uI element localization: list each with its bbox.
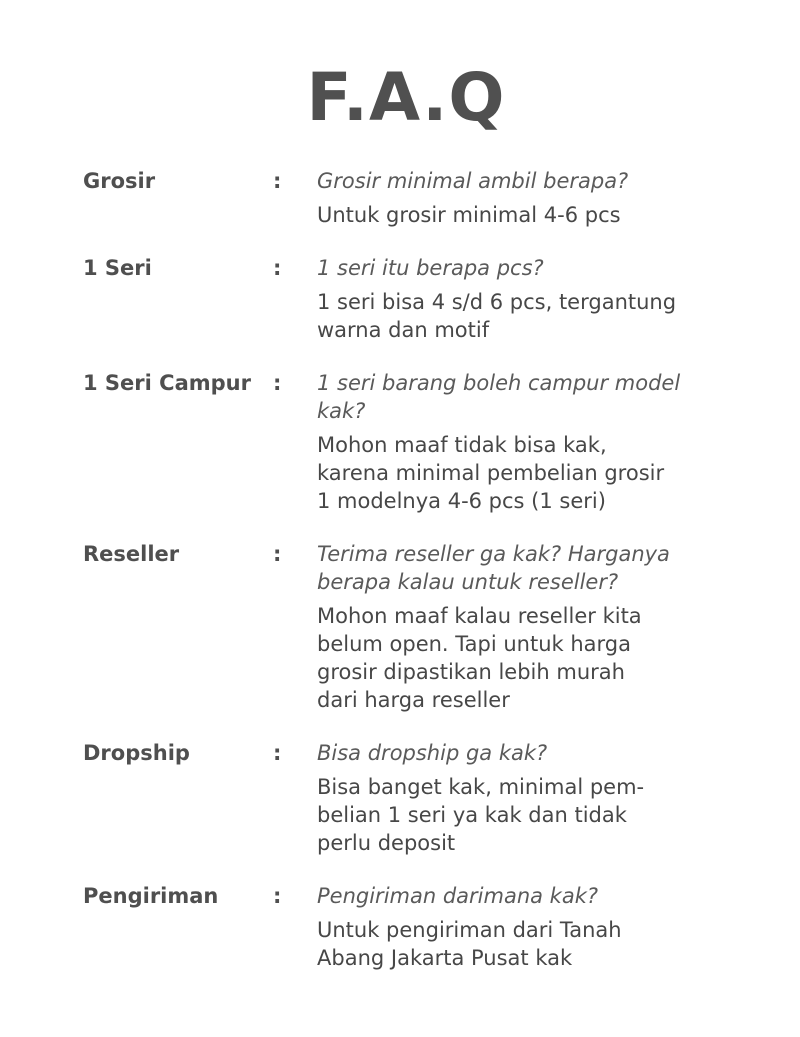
faq-item-reseller [83,540,763,714]
question-line: Grosir minimal ambil berapa? [317,169,629,193]
faq-question [317,739,717,767]
separator-colon: : [273,371,282,395]
answer-line: perlu deposit [317,831,456,855]
answer-line: grosir dipastikan lebih murah [317,660,625,684]
answer-line: belum open. Tapi untuk harga [317,632,631,656]
faq-content [317,540,717,714]
answer-line: Mohon maaf kalau reseller kita [317,604,642,628]
separator-colon: : [273,256,282,280]
faq-answer [317,201,717,229]
answer-line: dari harga reseller [317,688,510,712]
question-line: 1 seri barang boleh campur model [317,371,681,395]
question-line: Terima reseller ga kak? Harganya [317,542,670,566]
answer-line: Untuk pengiriman dari Tanah [317,918,622,942]
faq-item-1-seri-campur [83,369,763,515]
separator-colon: : [273,169,282,193]
question-line: Pengiriman darimana kak? [317,884,599,908]
answer-line: karena minimal pembelian grosir [317,461,665,485]
faq-label: 1 Seri [83,256,152,280]
faq-answer [317,916,717,972]
faq-label: Reseller [83,542,180,566]
faq-label: Pengiriman [83,884,219,908]
question-line: Bisa dropship ga kak? [317,741,548,765]
answer-line: Bisa banget kak, minimal pem- [317,775,645,799]
answer-line: Abang Jakarta Pusat kak [317,946,573,970]
faq-answer [317,602,717,714]
faq-question [317,540,717,596]
faq-label: 1 Seri Campur [83,371,251,395]
faq-content [317,739,717,857]
faq-question [317,254,717,282]
answer-line: 1 seri bisa 4 s/d 6 pcs, tergantung [317,290,677,314]
faq-label: Grosir [83,169,156,193]
question-line: berapa kalau untuk reseller? [317,570,619,594]
faq-question [317,882,717,910]
answer-line: Mohon maaf tidak bisa kak, [317,433,607,457]
faq-content [317,882,717,972]
faq-content [317,254,717,344]
question-line: 1 seri itu berapa pcs? [317,256,544,280]
faq-answer [317,288,717,344]
faq-question [317,167,717,195]
faq-answer [317,431,717,515]
answer-line: warna dan motif [317,318,490,342]
faq-content [317,369,717,515]
page-title: F.A.Q [306,59,506,136]
faq-content [317,167,717,229]
separator-colon: : [273,884,282,908]
question-line: kak? [317,399,366,423]
faq-item-pengiriman [83,882,763,972]
answer-line: 1 modelnya 4-6 pcs (1 seri) [317,489,606,513]
faq-item-1-seri [83,254,763,344]
faq-answer [317,773,717,857]
faq-item-dropship [83,739,763,857]
separator-colon: : [273,542,282,566]
answer-line: Untuk grosir minimal 4-6 pcs [317,203,621,227]
separator-colon: : [273,741,282,765]
faq-label: Dropship [83,741,190,765]
faq-item-grosir [83,167,763,229]
faq-question [317,369,717,425]
faq-list [83,167,763,997]
answer-line: belian 1 seri ya kak dan tidak [317,803,627,827]
